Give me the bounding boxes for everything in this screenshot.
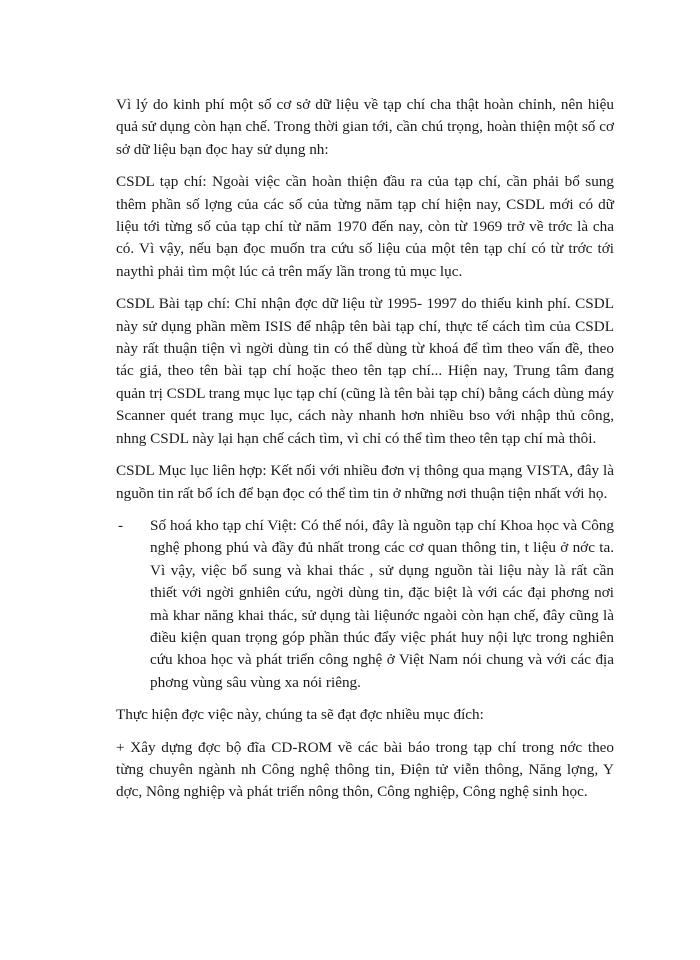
bullet-text: Số hoá kho tạp chí Việt: Có thể nói, đây là nguồn tạp chí Khoa học và Công nghệ phong phú và đầy đủ nhất trong các cơ quan thông tin, t liệu ở nớc ta. Vì vậy, việc bổ sung và khai thác , sử dụng nguồn tài liệu này là rất cần thiết với ngời gnhiên cứu, ngời dùng tin, đặc biệt là với các đại phơng nơi mà khar năng khai thác, sử dụng tài liệunớc ngaòi còn hạn chế, đây cũng là điều kiện quan trọng góp phần thúc đẩy việc phát huy nội lực trong nghiên cứu khoa học và phát triển công nghệ ở Việt Nam nói chung và với các địa phơng vùng sâu vùng xa nói riêng.: [150, 516, 614, 691]
paragraph-csdl-bai-tap-chi: CSDL Bài tạp chí: Chỉ nhận đợc dữ liệu từ 1995- 1997 do thiếu kinh phí. CSDL này sử dụng phần mềm ISIS để nhập tên bài tạp chí, thực tế cách tìm của CSDL này rất thuận tiện vì ngời dùng tin có thể dùng từ khoá để tìm theo vấn đề, theo tác giả, theo tên bài tạp chí hoặc theo tên tạp chí... Hiện nay, Trung tâm đang quản trị CSDL trang mục lục tạp chí (cũng là tên bài tạp chí) bằng cách dùng máy Scanner quét trang mục lục, cách này nhanh hơn nhiều bso với nhập thủ công, nhng CSDL này lại hạn chế cách tìm, vì chỉ có thể tìm theo tên tạp chí mà thôi.: [116, 295, 614, 447]
paragraph-csdl-tap-chi: CSDL tạp chí: Ngoài việc cần hoàn thiện đầu ra của tạp chí, cần phải bổ sung thêm phần số lợng của các số của từng năm tạp chí hiện nay, CSDL mới có dữ liệu tới từng số của tạp chí từ năm 1970 đến nay, còn từ 1969 trở về trớc là cha có. Vì vậy, nếu bạn đọc muốn tra cứu số liệu của một tên tạp chí có từ trớc tới naythì phải tìm một lúc cả trên mấy lần trong tủ mục lục.: [116, 173, 614, 280]
bullet-mark: -: [118, 516, 124, 534]
document-body: [116, 94, 614, 814]
paragraph-csdl-muc-luc: CSDL Mục lục liên hợp: Kết nối với nhiều đơn vị thông qua mạng VISTA, đây là nguồn tin rất bổ ích để bạn đọc có thể tìm tin ở những nơi thuận tiện nhất với họ.: [116, 462, 614, 502]
bullet-item: [116, 515, 614, 694]
paragraph-cd-rom: + Xây dựng đợc bộ đĩa CD-ROM về các bài báo trong tạp chí trong nớc theo từng chuyên ngành nh Công nghệ thông tin, Điện tử viễn thông, Năng lợng, Y dợc, Nông nghiệp và phát triển nông thôn, Công nghiệp, Công nghệ sinh học.: [116, 738, 614, 801]
paragraph-intro: Vì lý do kinh phí một số cơ sở dữ liệu về tạp chí cha thật hoàn chỉnh, nên hiệu quả sử dụng còn hạn chế. Trong thời gian tới, cần chú trọng, hoàn thiện một số cơ sở dữ liệu bạn đọc hay sử dụng nh:: [116, 96, 614, 158]
paragraph-thuc-hien: Thực hiện đợc việc này, chúng ta sẽ đạt đợc nhiều mục đích:: [116, 706, 484, 724]
